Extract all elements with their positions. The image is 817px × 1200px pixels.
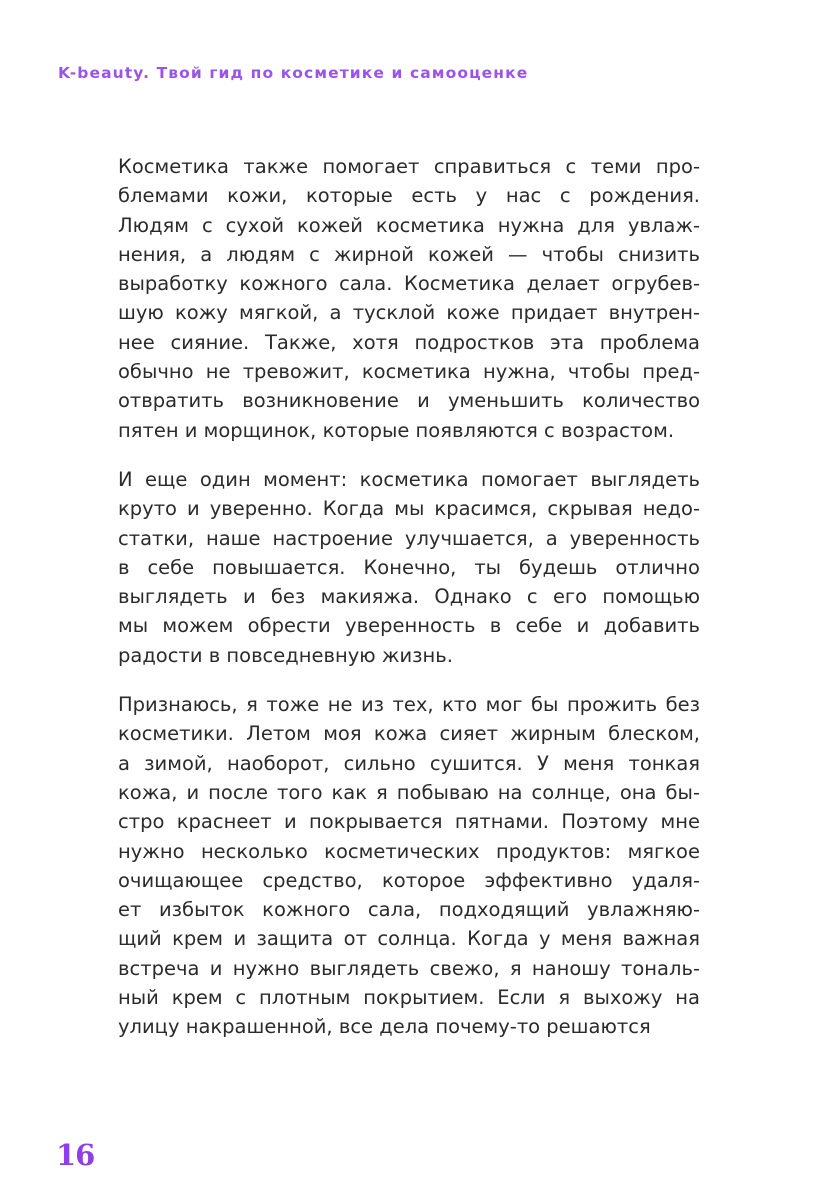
text-line: круто и уверенно. Когда мы красимся, скрывая недо- — [118, 497, 700, 521]
text-line: а зимой, наоборот, сильно сушится. У меня тонкая — [118, 751, 700, 775]
body-text — [118, 152, 700, 1062]
text-line: отвратить возникновение и уменьшить количество — [118, 389, 700, 413]
text-line: встреча и нужно выглядеть свежо, я наношу тональ- — [118, 956, 700, 980]
text-line: Косметика также помогает справиться с теми про- — [118, 155, 700, 178]
running-header-title: K-beauty. Твой гид по косметике и самооценке — [58, 64, 529, 82]
text-line: статки, наше настроение улучшается, а уверенность — [118, 526, 700, 550]
text-line: улицу накрашенной, все дела почему-то решаются — [118, 1015, 651, 1039]
text-line: в себе повышается. Конечно, ты будешь отлично — [118, 555, 700, 579]
page-number: 16 — [56, 1138, 95, 1172]
text-line: Людям с сухой кожей косметика нужна для увлаж- — [118, 213, 700, 237]
text-line: радости в повседневную жизнь. — [118, 643, 453, 667]
paragraph — [118, 690, 700, 1042]
text-line: обычно не тревожит, косметика нужна, чтобы пред- — [118, 360, 700, 384]
text-line: нения, а людям с жирной кожей — чтобы снизить — [118, 242, 700, 266]
text-line: выглядеть и без макияжа. Однако с его помощью — [118, 585, 700, 609]
text-line: пятен и морщинок, которые появляются с возрастом. — [118, 418, 675, 442]
text-line: щий крем и защита от солнца. Когда у меня важная — [118, 927, 700, 951]
text-line: очищающее средство, которое эффективно удаля- — [118, 868, 700, 892]
text-line: нужно несколько косметических продуктов: мягкое — [118, 839, 700, 863]
paragraph — [118, 152, 700, 445]
text-line: И еще один момент: косметика помогает выглядеть — [118, 467, 700, 491]
text-line: блемами кожи, которые есть у нас с рождения. — [118, 184, 700, 208]
text-line: шую кожу мягкой, а тусклой коже придает внутрен- — [118, 301, 700, 325]
text-line: ет избыток кожного сала, подходящий увлажняю- — [118, 898, 700, 922]
text-line: Признаюсь, я тоже не из тех, кто мог бы прожить без — [118, 693, 700, 717]
paragraph — [118, 465, 700, 670]
text-line: нее сияние. Также, хотя подростков эта проблема — [118, 330, 700, 354]
text-line: стро краснеет и покрывается пятнами. Поэтому мне — [118, 810, 700, 834]
text-line: мы можем обрести уверенность в себе и добавить — [118, 614, 700, 638]
text-line: кожа, и после того как я побываю на солнце, она бы- — [118, 780, 700, 804]
text-line: выработку кожного сала. Косметика делает огрубев- — [118, 272, 700, 296]
text-line: косметики. Летом моя кожа сияет жирным блеском, — [118, 722, 700, 746]
text-line: ный крем с плотным покрытием. Если я выхожу на — [118, 986, 700, 1010]
